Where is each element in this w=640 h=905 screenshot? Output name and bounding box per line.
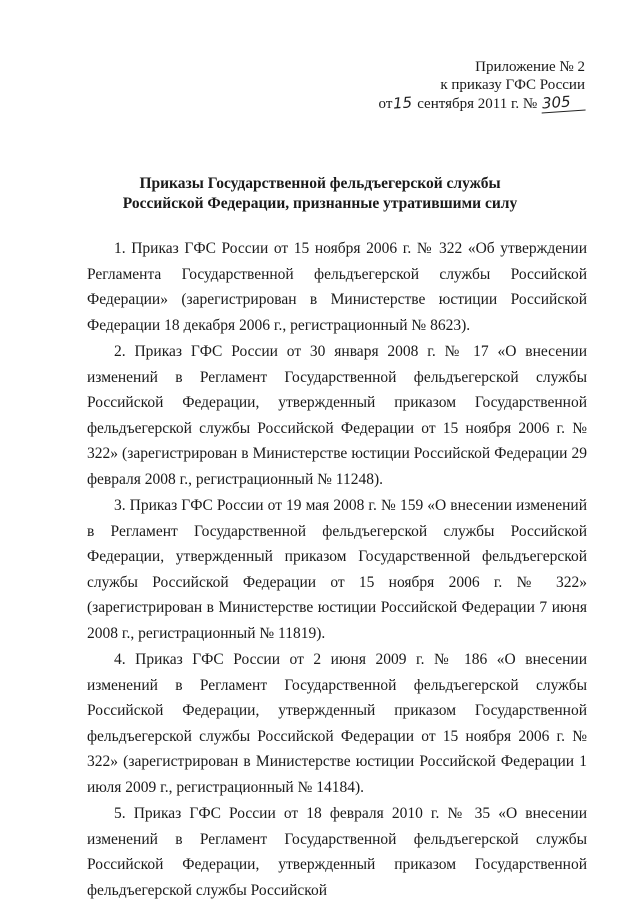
document-title: Приказы Государственной фельдъегерской службы Российской Федерации, признанные утратившими силу: [122, 175, 518, 212]
annex-order-ref: к приказу ГФС России: [440, 77, 585, 93]
list-item: 5. Приказ ГФС России от 18 февраля 2010 г. № 35 «О внесении изменений в Регламент Государственной фельдъегерской службы Российской Федерации, утвержденный приказом Государственной фельдъегерской службы Российской: [87, 805, 587, 899]
annex-label: Приложение № 2: [475, 59, 585, 75]
list-item: 2. Приказ ГФС России от 30 января 2008 г. № 17 «О внесении изменений в Регламент Государственной фельдъегерской службы Российской Федерации, утвержденный приказом Государственной фельдъегерской службы Российской Федерации от 15 ноября 2006 г. № 322» (зарегистрирован в Министерстве юстиции Российской Федерации 29 февраля 2008 г., регистрационный № 11248).: [87, 343, 587, 488]
document-body: [87, 236, 587, 904]
list-item: 3. Приказ ГФС России от 19 мая 2008 г. № 159 «О внесении изменений в Регламент Государственной фельдъегерской службы Российской Федерации, утвержденный приказом Государственной фельдъегерской службы Российской Федерации от 15 ноября 2006 г. № 322» (зарегистрирован в Министерстве юстиции Российской Федерации 7 июня 2008 г., регистрационный № 11819).: [87, 497, 587, 642]
annex-date-middle: сентября 2011 г. №: [417, 96, 538, 112]
list-item: 1. Приказ ГФС России от 15 ноября 2006 г. № 322 «Об утверждении Регламента Государственной фельдъегерской службы Российской Федерации» (зарегистрирован в Министерстве юстиции Российской Федерации 18 декабря 2006 г., регистрационный № 8623).: [87, 240, 587, 334]
annex-header: [345, 58, 585, 113]
handwritten-day: 15: [392, 93, 414, 113]
annex-date-line: [345, 94, 585, 113]
list-item: 4. Приказ ГФС России от 2 июня 2009 г. № 186 «О внесении изменений в Регламент Государственной фельдъегерской службы Российской Федерации, утвержденный приказом Государственной фельдъегерской службы Российской Федерации от 15 ноября 2006 г. № 322» (зарегистрирован в Министерстве юстиции Российской Федерации 1 июля 2009 г., регистрационный № 14184).: [87, 651, 587, 796]
annex-date-prefix: от: [378, 96, 393, 112]
handwritten-order-number: 305: [540, 91, 585, 113]
